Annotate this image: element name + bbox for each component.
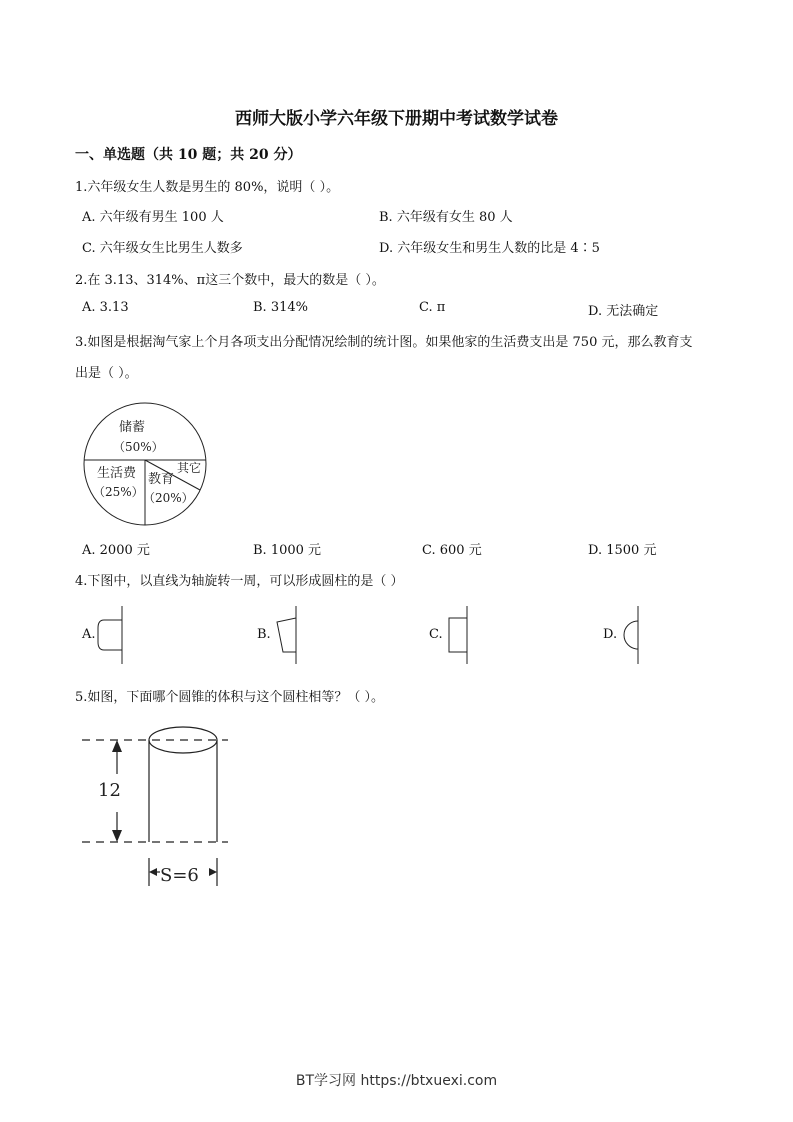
- pie-chart: [83, 408, 213, 520]
- q4-figure-d: [618, 606, 642, 664]
- q4-option-b-label: B.: [257, 627, 271, 642]
- q1-option-a: A. 六年级有男生 100 人: [82, 210, 224, 225]
- question-1-stem: 1.六年级女生人数是男生的 80%，说明（ ）。: [75, 180, 340, 195]
- q4-figure-b: [276, 606, 300, 664]
- q3-option-d: D. 1500 元: [588, 543, 657, 558]
- q4-figure-c: [446, 606, 470, 664]
- q4-option-a-label: A.: [82, 627, 96, 642]
- slice-label-education: 教育: [148, 472, 175, 487]
- question-2-stem: 2.在 3.13、314%、π这三个数中，最大的数是（ ）。: [75, 273, 385, 288]
- page-title: 西师大版小学六年级下册期中考试数学试卷: [235, 109, 558, 129]
- q4-option-c-label: C.: [429, 627, 443, 642]
- question-3-stem-line2: 出是（ ）。: [75, 366, 138, 381]
- section-heading: 一、单选题（共 10 题；共 20 分）: [75, 147, 302, 163]
- slice-label-savings: 储蓄: [119, 420, 146, 435]
- slice-value-living: （25%）: [93, 485, 144, 499]
- q4-option-d-label: D.: [603, 627, 618, 642]
- q3-option-c: C. 600 元: [422, 543, 482, 558]
- q1-option-c: C. 六年级女生比男生人数多: [82, 241, 243, 256]
- cylinder-figure: [82, 722, 232, 888]
- base-area-label: S=6: [160, 865, 199, 886]
- question-4-stem: 4.下图中，以直线为轴旋转一周，可以形成圆柱的是（ ）: [75, 574, 404, 589]
- height-label: 12: [98, 780, 121, 801]
- question-3-stem-line1: 3.如图是根据淘气家上个月各项支出分配情况绘制的统计图。如果他家的生活费支出是 750 元，那么教育支: [75, 335, 693, 350]
- q1-option-b: B. 六年级有女生 80 人: [379, 210, 513, 225]
- q4-figure-a: [96, 606, 126, 664]
- q3-option-b: B. 1000 元: [253, 543, 322, 558]
- slice-value-savings: （50%）: [113, 440, 164, 454]
- q3-option-a: A. 2000 元: [82, 543, 150, 558]
- q2-option-a: A. 3.13: [82, 300, 129, 315]
- q2-option-c: C. π: [419, 300, 446, 315]
- footer-watermark: BT学习网 https://btxuexi.com: [295, 1073, 498, 1089]
- q1-option-d: D. 六年级女生和男生人数的比是 4∶5: [379, 241, 600, 256]
- slice-label-other: 其它: [177, 461, 202, 475]
- question-5-stem: 5.如图，下面哪个圆锥的体积与这个圆柱相等？（ ）。: [75, 690, 385, 705]
- slice-value-education: （20%）: [143, 491, 194, 505]
- q2-option-d: D. 无法确定: [588, 304, 659, 319]
- slice-label-living: 生活费: [97, 466, 137, 481]
- q2-option-b: B. 314%: [253, 300, 308, 315]
